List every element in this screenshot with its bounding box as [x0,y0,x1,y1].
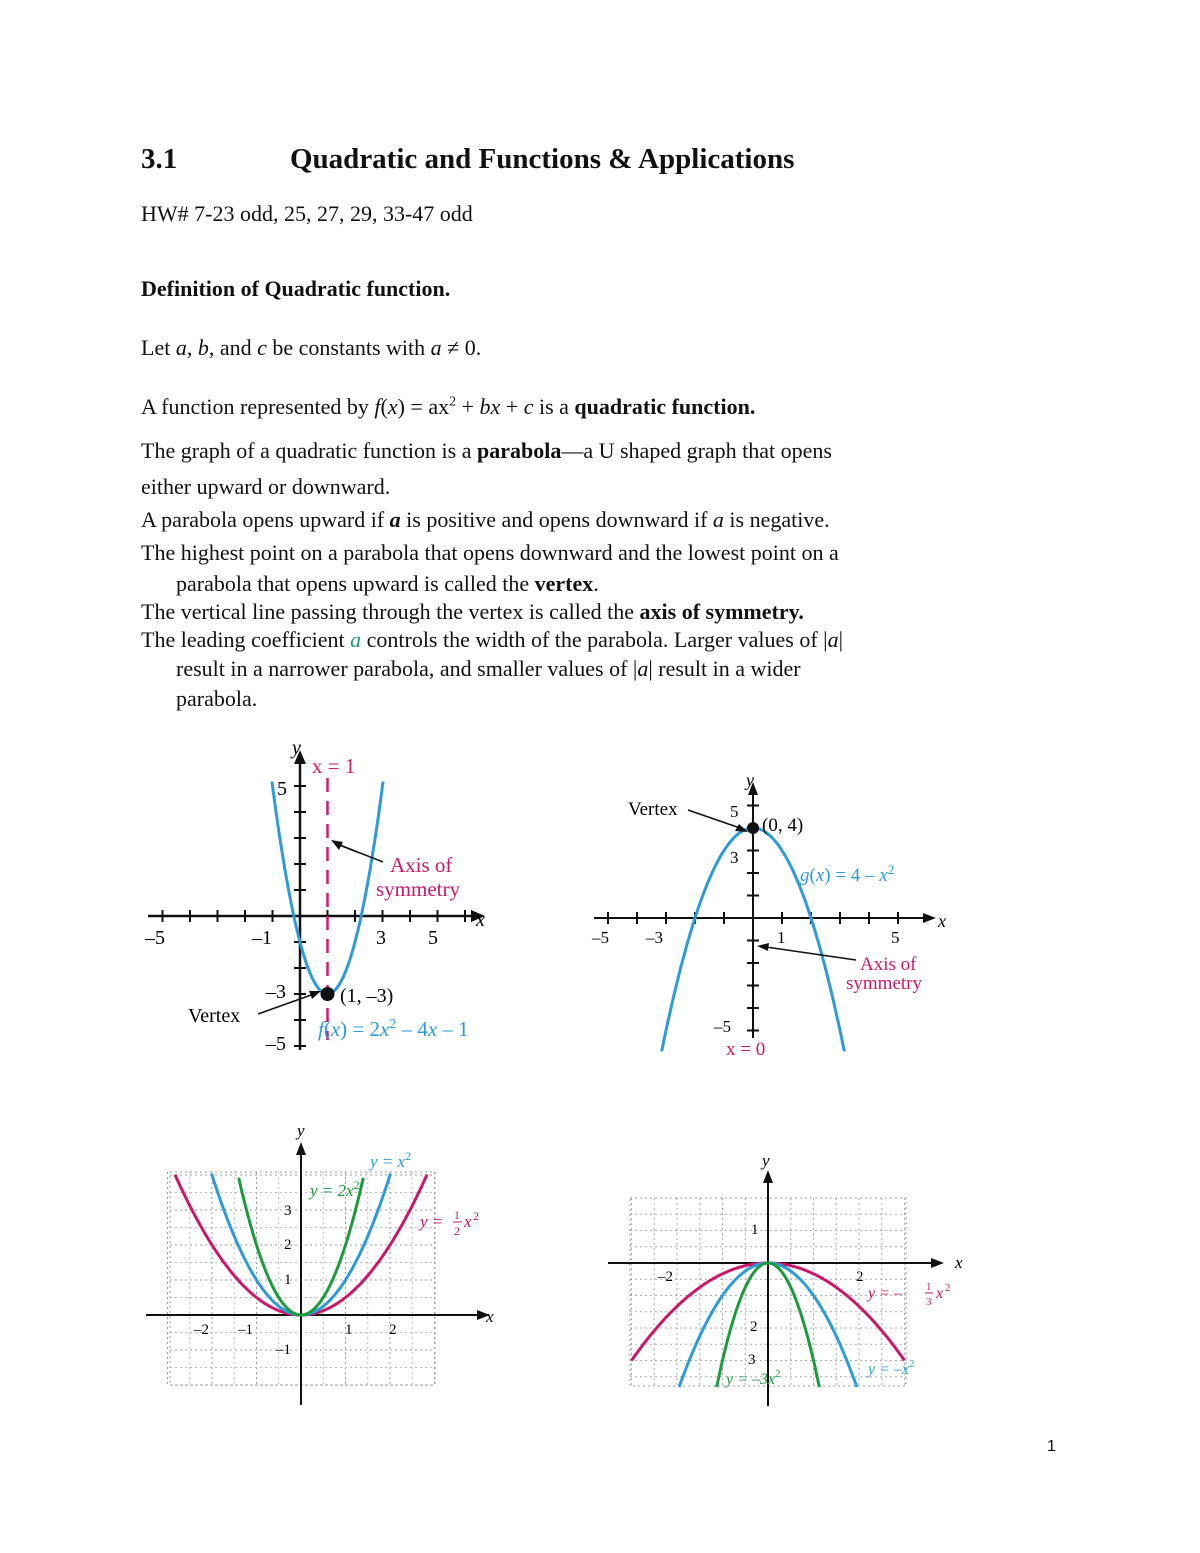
vertex-point [321,987,335,1001]
svg-text:x: x [464,1212,472,1231]
equation-g: $g(x) = 4 - x^2$ [800,862,895,886]
x-tick-5: 5 [428,927,438,949]
x-tick-3: 3 [376,927,386,949]
y-axis-label: y [297,1121,305,1140]
chart-upward-family [140,1120,510,1410]
equation-half-x2 [418,1208,479,1238]
y-axis-label: y [762,1151,770,1170]
axis-line-label: x = 1 [312,754,356,778]
chart-f-upward [140,740,520,1060]
x-tick-m2: –2 [658,1269,673,1285]
equation-f: $f(x) = 2x^2 - 4x - 1$ [318,1017,469,1041]
section-number: 3.1 [141,143,178,175]
x-axis-label: x [938,911,946,931]
definition-heading: Definition of Quadratic function. [141,276,451,301]
homework-line: HW# 7-23 odd, 25, 27, 29, 33-47 odd [141,201,473,226]
svg-text:2: 2 [473,1209,479,1223]
chart-g-downward [588,770,958,1070]
x-tick-m3: –3 [646,928,663,947]
paragraph-axis: The vertical line passing through the vertex is called the axis of symmetry. [141,599,804,624]
equation-neg-3x2: $y = -3x^2$ [726,1368,781,1388]
page-number: 1 [1047,1438,1056,1455]
y-tick-2: 2 [750,1319,758,1335]
axis-annotation-2: symmetry [376,877,460,901]
vertex-arrow [309,991,321,999]
x-tick-2: 2 [856,1269,864,1285]
y-tick-m5: –5 [714,1017,731,1036]
y-tick-3: 3 [748,1352,756,1368]
y-tick-m5: –5 [266,1033,286,1055]
paragraph-vertex-line2: parabola that opens upward is called the vertex. [176,571,599,596]
svg-text:x: x [936,1285,944,1302]
svg-text:1: 1 [454,1208,460,1222]
svg-text:3: 3 [926,1296,932,1308]
paragraph-parabola: The graph of a quadratic function is a parabola—a U shaped graph that opens [141,438,832,463]
axis-annotation-1: Axis of [390,853,453,877]
axis-annotation-1: Axis of [860,954,917,975]
x-axis-arrow [931,1258,944,1268]
y-tick-1: 1 [751,1222,759,1238]
y-tick-m1: –1 [276,1342,291,1358]
y-axis-arrow [763,1170,773,1183]
y-tick-1: 1 [284,1272,292,1288]
y-axis-arrow [296,1142,306,1155]
x-tick-1: 1 [777,928,786,947]
y-tick-3: 3 [284,1203,292,1219]
equation-neg-third-x2 [866,1281,951,1308]
svg-text:2: 2 [454,1224,460,1238]
definition-function: A function represented by $f(x) = ax^2$ + bx + c is a quadratic function. [141,394,756,419]
paragraph-width-line3: parabola. [176,686,258,711]
paragraph-width-line2: result in a narrower parabola, and smaller values of |a| result in a wider [176,656,801,681]
chart-downward-family [600,1150,980,1410]
x-axis-arrow [923,913,936,923]
equation-neg-x2: $y = -x^2$ [868,1358,915,1378]
vertex-coordinate: (1, –3) [340,985,394,1007]
y-tick-2: 2 [284,1237,292,1253]
vertex-label: Vertex [188,1005,241,1027]
x-tick-5: 5 [891,928,900,947]
svg-text:y =: y = [420,1212,444,1231]
definition-let: Let a, b, and c be constants with a ≠ 0. [141,335,482,360]
x-tick-m1: –1 [252,927,272,949]
grid-frame [170,1172,435,1385]
vertex-label: Vertex [628,799,678,820]
axis-annotation-arrow [331,840,343,850]
x-tick-m5: –5 [592,928,609,947]
axis-annotation-2: symmetry [846,973,922,994]
paragraph-parabola-line2: either upward or downward. [141,474,391,499]
y-tick-3: 3 [730,848,739,867]
x-tick-m2: –2 [194,1322,209,1338]
x-tick-m5: –5 [145,927,165,949]
axis-annotation-arrow [757,943,769,951]
paragraph-opens: A parabola opens upward if a is positive and opens downward if a is negative. [141,507,830,532]
x-tick-2: 2 [389,1322,397,1338]
paragraph-vertex: The highest point on a parabola that opens downward and the lowest point on a [141,540,839,565]
x-tick-1: 1 [345,1322,353,1338]
y-tick-m3: –3 [266,981,286,1003]
y-tick-5: 5 [277,778,287,800]
axis-annotation-leader [766,947,856,960]
vertex-coordinate: (0, 4) [762,815,804,836]
x-axis-label: x [486,1307,494,1326]
svg-text:y = –: y = – [868,1285,902,1302]
y-axis-label: y [292,740,301,759]
paragraph-width: The leading coefficient a controls the width of the parabola. Larger values of |a| [141,627,843,652]
svg-text:2: 2 [945,1282,951,1294]
section-title: Quadratic and Functions & Applications [290,143,795,175]
vertex-point [747,822,759,834]
x-tick-m1: –1 [238,1322,253,1338]
y-axis-label: y [746,770,754,790]
y-tick-5: 5 [730,802,739,821]
x-axis-label: x [476,909,485,931]
axis-line-label: x = 0 [726,1039,766,1060]
x-axis-label: x [955,1253,963,1272]
svg-text:1: 1 [926,1281,932,1293]
equation-2x2: $y = 2x^2$ [310,1178,360,1200]
equation-x2: $y = x^2$ [370,1149,412,1171]
